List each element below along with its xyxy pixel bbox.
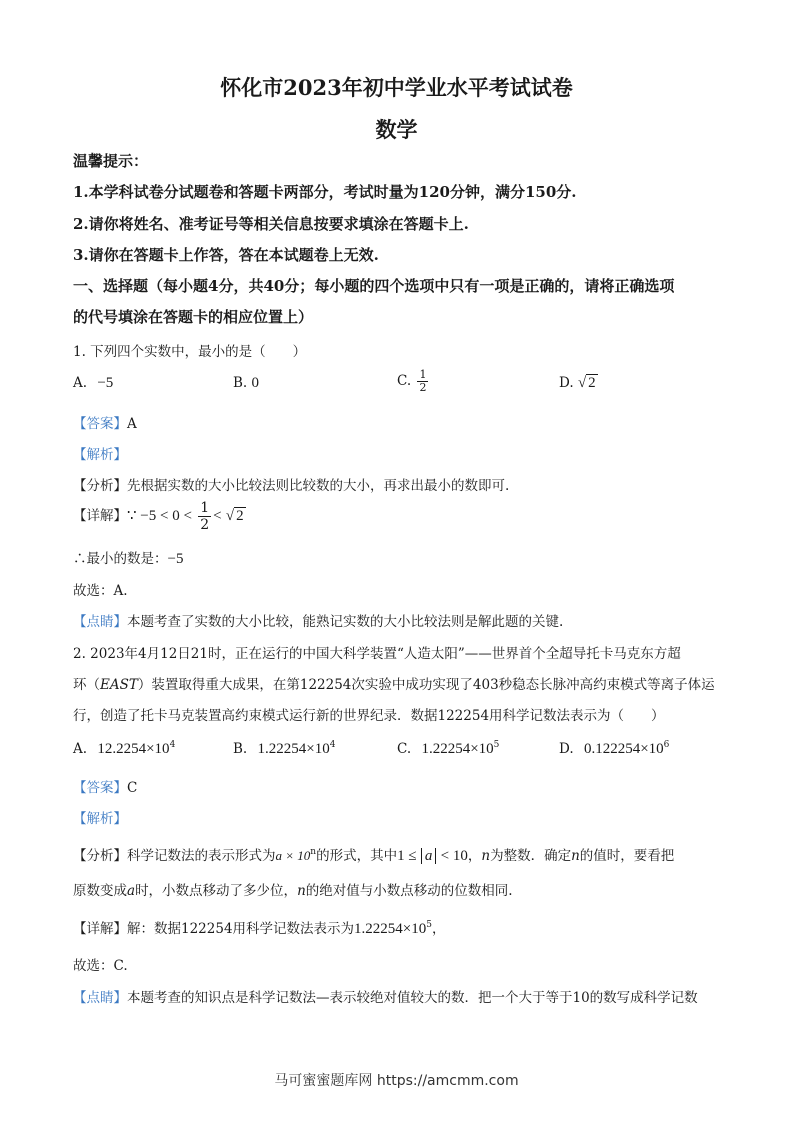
q2-option-d: [559, 740, 669, 758]
fraction-denominator: 2: [200, 517, 210, 533]
option-label: C.: [397, 741, 412, 757]
q1-choose: 故选：A.: [73, 583, 128, 599]
option-label: A.: [73, 741, 88, 757]
option-exponent: 4: [169, 740, 176, 750]
q1-fenxi: [73, 474, 509, 494]
fenxi-text: 原数变成: [73, 883, 127, 899]
option-label: B.: [233, 375, 248, 391]
var-n: n: [571, 848, 580, 864]
q1-stem: 1. 下列四个实数中，最小的是（ ）: [73, 344, 307, 360]
var-a: a: [127, 883, 136, 899]
xiangjie-tag: 【详解】: [73, 508, 127, 524]
q1-option-b: [233, 375, 259, 392]
q2-fenxi-line1: [73, 844, 674, 865]
ineq-post: < 10: [440, 848, 468, 864]
fenxi-text: 时，小数点移动了多少位，: [135, 883, 298, 899]
dianjing-tag: 【点睛】: [73, 990, 127, 1006]
q2-stem-line1: 2. 2023年4月12日21时，正在运行的中国大科学装置“人造太阳”——世界首个全超导托卡马克东方超: [73, 646, 681, 662]
q1-analysis-tag: 【解析】: [73, 447, 127, 463]
east-term: EAST: [100, 677, 138, 693]
q1-dianjing: [73, 610, 563, 630]
fraction-numerator: 1: [200, 500, 210, 516]
answer-value: C: [127, 780, 138, 796]
sqrt-expression: √ 2: [225, 508, 244, 524]
subject-title: 数学: [375, 117, 418, 142]
less-than: <: [213, 508, 222, 524]
q2-fenxi-line2: [73, 879, 513, 899]
answer-tag: 【答案】: [73, 416, 127, 432]
xiangjie-text: 解：数据122254用科学记数法表示为: [127, 921, 355, 937]
conclusion-text: ∴最小的数是：: [73, 551, 168, 567]
answer-tag: 【答案】: [73, 780, 127, 796]
q1-option-c: [397, 369, 430, 394]
option-label: D.: [559, 375, 574, 391]
radicand: 2: [236, 508, 244, 524]
xiangjie-end: ，: [432, 921, 446, 937]
option-exponent: 4: [329, 740, 336, 750]
option-base: 0.122254×10: [583, 741, 664, 757]
tip-item-3: 3.请你在答题卡上作答，答在本试题卷上无效.: [73, 246, 379, 264]
page-title: 怀化市2023年初中学业水平考试试卷: [220, 75, 573, 100]
fenxi-tag: 【分析】: [73, 848, 127, 864]
option-exponent: 6: [663, 740, 670, 750]
option-label: C.: [397, 373, 412, 389]
fenxi-tag: 【分析】: [73, 478, 127, 494]
section-heading-line2: 的代号填涂在答题卡的相应位置上）: [73, 308, 314, 326]
fenxi-text: 的值时，要看把: [579, 848, 675, 864]
q2-choose: 故选：C.: [73, 958, 128, 974]
ineq-pre: 1 ≤: [397, 848, 417, 864]
option-base: 12.2254×10: [97, 741, 170, 757]
tip-item-1: 1.本学科试卷分试题卷和答题卡两部分，考试时量为120分钟，满分150分.: [73, 183, 577, 201]
fenxi-text: 先根据实数的大小比较法则比较数的大小，再求出最小的数即可.: [127, 478, 510, 494]
option-value: 0: [251, 375, 260, 391]
q1-conclusion: [73, 547, 183, 568]
q1-answer: [73, 412, 137, 432]
var-n: n: [297, 883, 306, 899]
xiangjie-exp: 5: [426, 920, 432, 930]
fenxi-text: 科学记数法的表示形式为: [127, 848, 276, 864]
xiangjie-base: 1.22254×10: [354, 921, 427, 937]
section-heading-line1: 一、选择题（每小题4分，共40分；每小题的四个选项中只有一项是正确的，请将正确选项: [73, 277, 675, 295]
fenxi-text: 的形式，其中: [316, 848, 398, 864]
q2-stem-line3: 行，创造了托卡马克装置高约束模式运行新的世界纪录．数据122254用科学记数法表示为（ ）: [73, 708, 665, 724]
fenxi-text: 为整数．确定: [490, 848, 572, 864]
option-label: A.: [73, 375, 88, 391]
option-value: −5: [97, 375, 114, 391]
option-label: D.: [559, 741, 574, 757]
line2-pre: 环（: [73, 677, 100, 693]
q2-answer: [73, 776, 137, 796]
q2-dianjing: [73, 986, 698, 1006]
answer-value: A: [127, 416, 137, 432]
dianjing-tag: 【点睛】: [73, 614, 127, 630]
fenxi-text: 的绝对值与小数点移动的位数相同.: [305, 883, 513, 899]
xiangjie-tag: 【详解】: [73, 921, 127, 937]
q1-xiangjie: [73, 500, 246, 533]
xiangjie-expr: ∵ −5 < 0 <: [127, 508, 192, 524]
sci-form: a × 10: [275, 848, 311, 863]
fraction: [198, 500, 211, 533]
radicand: 2: [588, 375, 596, 391]
tips-heading: 温馨提示：: [73, 152, 149, 170]
fraction-numerator: 1: [419, 368, 427, 381]
sci-form-exp: n: [310, 847, 317, 857]
q2-option-c: [397, 740, 499, 758]
q2-option-a: [73, 740, 175, 758]
option-base: 1.22254×10: [421, 741, 494, 757]
footer-watermark: 马可蜜蜜题库网 https://amcmm.com: [274, 1073, 519, 1089]
q1-option-a: [73, 375, 113, 392]
fenxi-text: ，: [467, 848, 482, 864]
option-base: 1.22254×10: [257, 741, 330, 757]
var-n: n: [481, 848, 491, 864]
abs-value: a: [421, 848, 437, 864]
q2-analysis-tag: 【解析】: [73, 811, 127, 827]
tip-item-2: 2.请你将姓名、准考证号等相关信息按要求填涂在答题卡上.: [73, 215, 469, 233]
dianjing-text: 本题考查的知识点是科学记数法—表示较绝对值较大的数．把一个大于等于10的数写成科学记数: [127, 990, 698, 1006]
sqrt-expression: √ 2: [577, 375, 596, 391]
q2-xiangjie: [73, 917, 446, 938]
line2-post: ）装置取得重大成果，在第122254次实验中成功实现了403秒稳态长脉冲高约束模式等离子体运: [137, 677, 715, 693]
q2-stem-line2: [73, 673, 715, 693]
fraction: [417, 369, 428, 394]
dianjing-text: 本题考查了实数的大小比较，能熟记实数的大小比较法则是解此题的关键.: [127, 614, 564, 630]
option-exponent: 5: [493, 740, 500, 750]
q1-option-d: [559, 375, 598, 392]
conclusion-value: −5: [167, 551, 184, 567]
option-label: B.: [233, 741, 248, 757]
q2-option-b: [233, 740, 335, 758]
fraction-denominator: 2: [419, 381, 427, 394]
